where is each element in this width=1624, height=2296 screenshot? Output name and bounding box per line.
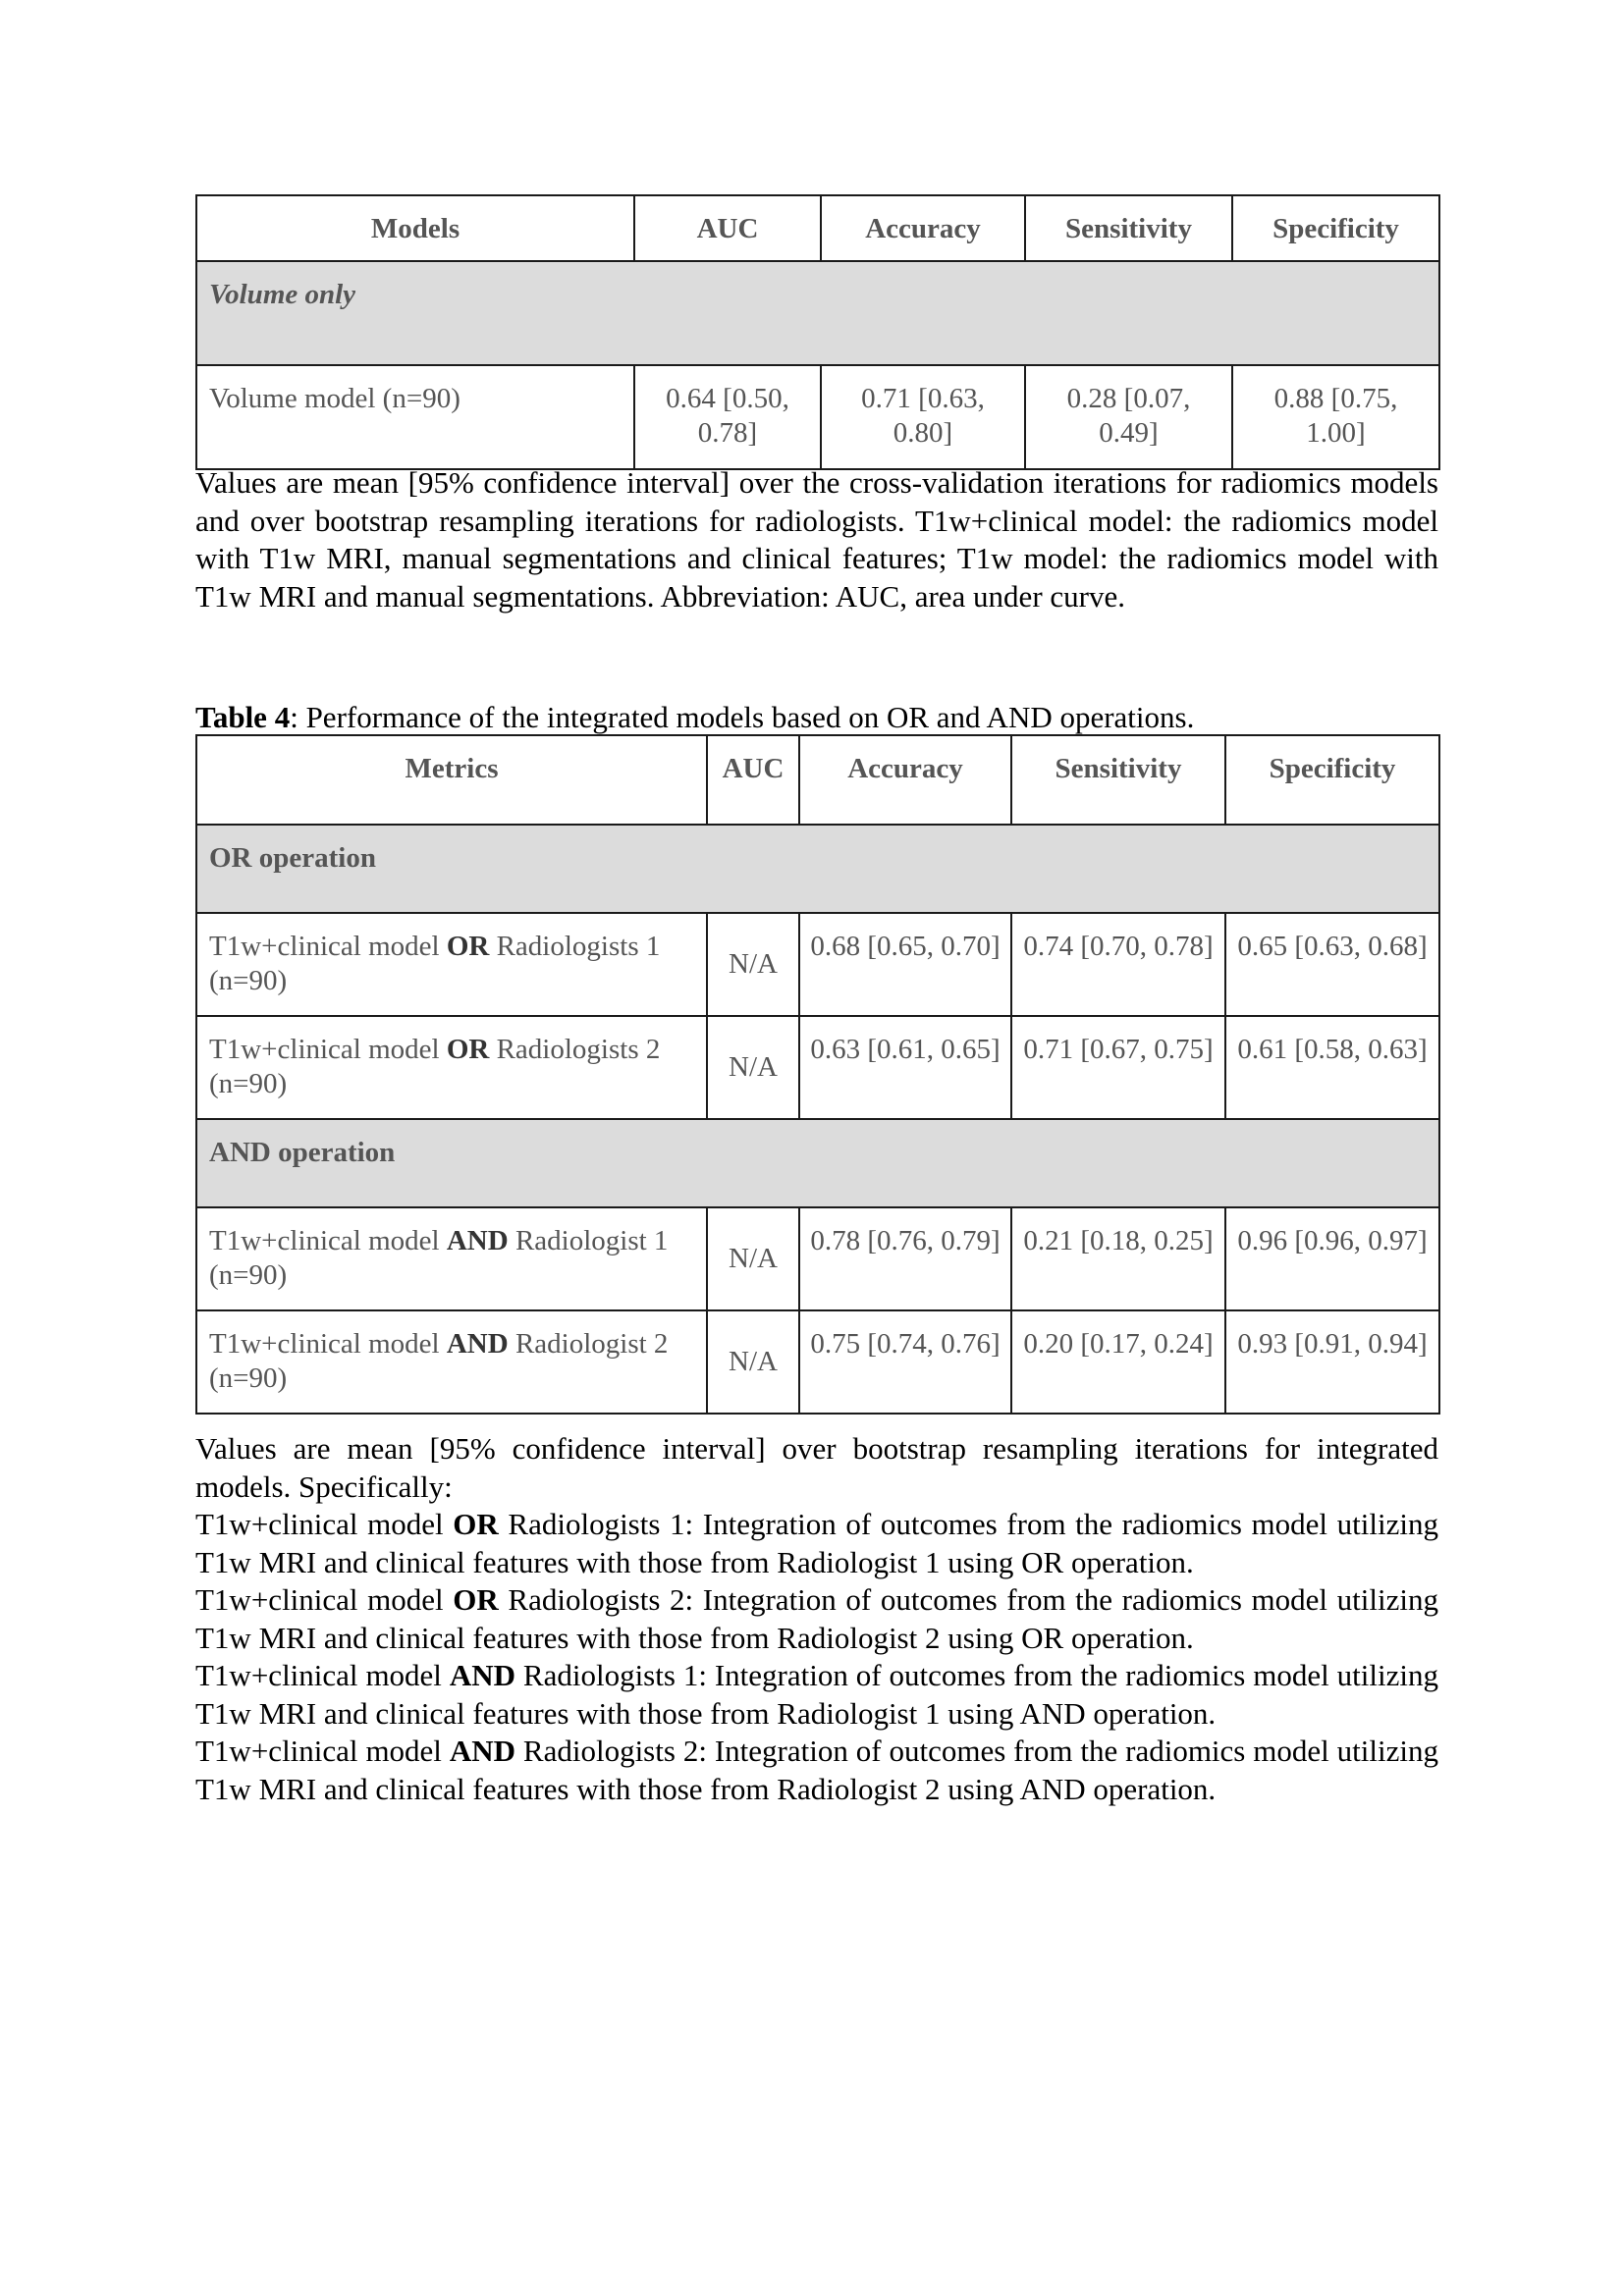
cell-accuracy: 0.68 [0.65, 0.70]: [799, 913, 1011, 1016]
cell-auc: N/A: [707, 1016, 799, 1119]
row-name-post: Radiologist 1 (n=90): [209, 1225, 669, 1291]
cell-sensitivity: 0.74 [0.70, 0.78]: [1011, 913, 1225, 1016]
row-name-op: AND: [446, 1328, 509, 1360]
row-metric-name: [196, 913, 707, 1016]
row-name-pre: T1w+clinical model: [209, 1225, 447, 1256]
cell-auc: 0.64 [0.50, 0.78]: [634, 365, 821, 469]
section-or-operation: OR operation: [196, 825, 1439, 913]
cell-specificity: 0.88 [0.75, 1.00]: [1232, 365, 1439, 469]
header-metrics: Metrics: [196, 735, 707, 825]
section-volume-only: Volume only: [196, 261, 1439, 365]
table-row: [196, 913, 1439, 1016]
row-name-op: OR: [446, 931, 490, 962]
row-metric-name: [196, 1310, 707, 1414]
cell-auc: N/A: [707, 1310, 799, 1414]
header-accuracy: Accuracy: [799, 735, 1011, 825]
cell-specificity: 0.96 [0.96, 0.97]: [1225, 1207, 1439, 1310]
header-auc: AUC: [634, 195, 821, 261]
caption-text: : Performance of the integrated models based on OR and AND operations.: [290, 700, 1195, 734]
section-row: [196, 825, 1439, 913]
cell-auc: N/A: [707, 1207, 799, 1310]
note-intro: Values are mean [95% confidence interval] over bootstrap resampling iterations for integrated models. Specifically:: [195, 1431, 1438, 1504]
definition-op: OR: [453, 1507, 499, 1541]
table-header-row: [196, 195, 1439, 261]
definition-pre: T1w+clinical model: [195, 1734, 450, 1768]
cell-sensitivity: 0.71 [0.67, 0.75]: [1011, 1016, 1225, 1119]
table-header-row: [196, 735, 1439, 825]
header-models: Models: [196, 195, 634, 261]
definition-item: [195, 1657, 1438, 1733]
section-row: [196, 1119, 1439, 1207]
row-model-name: Volume model (n=90): [196, 365, 634, 469]
section-and-operation: AND operation: [196, 1119, 1439, 1207]
cell-accuracy: 0.75 [0.74, 0.76]: [799, 1310, 1011, 1414]
cell-sensitivity: 0.21 [0.18, 0.25]: [1011, 1207, 1225, 1310]
table-row: [196, 1207, 1439, 1310]
header-specificity: Specificity: [1225, 735, 1439, 825]
header-specificity: Specificity: [1232, 195, 1439, 261]
definition-item: [195, 1506, 1438, 1581]
table-row: [196, 1310, 1439, 1414]
cell-specificity: 0.65 [0.63, 0.68]: [1225, 913, 1439, 1016]
table-4-integrated: [195, 734, 1440, 1415]
row-metric-name: [196, 1207, 707, 1310]
row-metric-name: [196, 1016, 707, 1119]
definition-post: Radiologists 2: Integration of outcomes from the radiomics model utilizing T1w MRI and clinical features with those from Radiologist 2 using OR operation.: [195, 1582, 1438, 1655]
row-name-post: Radiologist 2 (n=90): [209, 1328, 669, 1394]
table-3-volume: [195, 194, 1440, 470]
row-name-pre: T1w+clinical model: [209, 1328, 447, 1360]
row-name-op: OR: [446, 1034, 490, 1065]
definition-op: AND: [449, 1734, 515, 1768]
table-row: [196, 1016, 1439, 1119]
definition-post: Radiologists 1: Integration of outcomes from the radiomics model utilizing T1w MRI and clinical features with those from Radiologist 1 using AND operation.: [195, 1658, 1438, 1731]
definition-pre: T1w+clinical model: [195, 1507, 454, 1541]
definition-item: [195, 1733, 1438, 1808]
caption-label: Table 4: [195, 700, 291, 734]
cell-specificity: 0.93 [0.91, 0.94]: [1225, 1310, 1439, 1414]
header-sensitivity: Sensitivity: [1011, 735, 1225, 825]
section-row: [196, 261, 1439, 365]
cell-accuracy: 0.63 [0.61, 0.65]: [799, 1016, 1011, 1119]
header-sensitivity: Sensitivity: [1025, 195, 1232, 261]
definition-op: AND: [449, 1658, 515, 1692]
table-4-notes: [195, 1430, 1438, 1808]
cell-specificity: 0.61 [0.58, 0.63]: [1225, 1016, 1439, 1119]
table-3-note: Values are mean [95% confidence interval] over the cross-validation iterations for radiomics models and over bootstrap resampling iterations for radiologists. T1w+clinical model: the radiomics model with T1w MRI, manual segmentations and clinical features; T1w model: the radiomics model with T1w MRI and manual segmentations. Abbreviation: AUC, area under curve.: [195, 465, 1438, 614]
row-name-post: Radiologists 2 (n=90): [209, 1034, 661, 1099]
definition-item: [195, 1581, 1438, 1657]
row-name-post: Radiologists 1 (n=90): [209, 931, 661, 996]
table-row: [196, 365, 1439, 469]
row-name-op: AND: [446, 1225, 509, 1256]
cell-sensitivity: 0.28 [0.07, 0.49]: [1025, 365, 1232, 469]
cell-accuracy: 0.78 [0.76, 0.79]: [799, 1207, 1011, 1310]
definition-pre: T1w+clinical model: [195, 1582, 454, 1617]
definition-op: OR: [453, 1582, 499, 1617]
cell-accuracy: 0.71 [0.63, 0.80]: [821, 365, 1025, 469]
row-name-pre: T1w+clinical model: [209, 931, 447, 962]
row-name-pre: T1w+clinical model: [209, 1034, 447, 1065]
definition-post: Radiologists 2: Integration of outcomes from the radiomics model utilizing T1w MRI and clinical features with those from Radiologist 2 using AND operation.: [195, 1734, 1438, 1806]
cell-auc: N/A: [707, 913, 799, 1016]
header-accuracy: Accuracy: [821, 195, 1025, 261]
table-4-caption: [195, 699, 1194, 736]
cell-sensitivity: 0.20 [0.17, 0.24]: [1011, 1310, 1225, 1414]
definition-pre: T1w+clinical model: [195, 1658, 450, 1692]
header-auc: AUC: [707, 735, 799, 825]
definition-post: Radiologists 1: Integration of outcomes from the radiomics model utilizing T1w MRI and clinical features with those from Radiologist 1 using OR operation.: [195, 1507, 1438, 1579]
